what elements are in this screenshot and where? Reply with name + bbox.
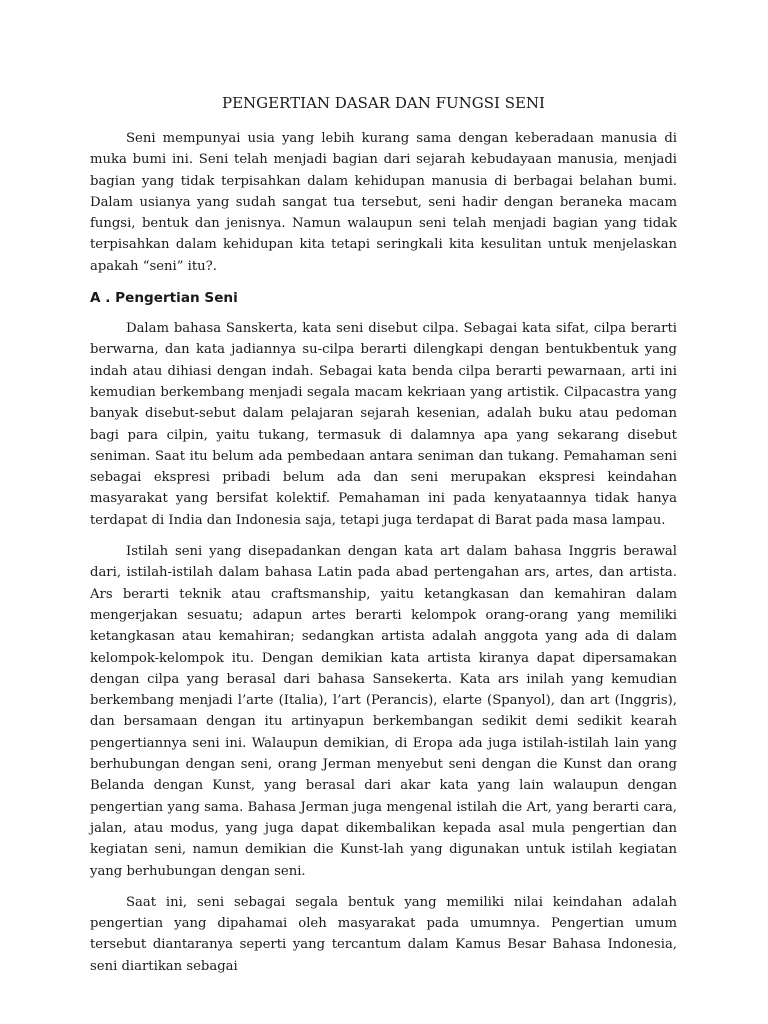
page-title: PENGERTIAN DASAR DAN FUNGSI SENI [222,94,545,112]
section-heading: A . Pengertian Seni [90,290,238,307]
section-paragraph-1: Dalam bahasa Sanskerta, kata seni disebut cilpa. Sebagai kata sifat, cilpa berarti berwarna, dan kata jadiannya su-cilpa berarti dilengkapi dengan bentukbentuk yang indah atau dihiasi dengan indah. Sebagai kata benda cilpa berarti pewarnaan, arti ini kemudian berkembang menjadi segala macam kekriaan yang artistik. Cilpacastra yang banyak disebut-sebut dalam pelajaran sejarah kesenian, adalah buku atau pedoman bagi para cilpin, yaitu tukang, termasuk di dalamnya apa yang sekarang disebut seniman. Saat itu belum ada pembedaan antara seniman dan tukang. Pemahaman seni sebagai ekspresi pribadi belum ada dan seni merupakan ekspresi keindahan masyarakat yang bersifat kolektif. Pemahaman ini pada kenyataannya tidak hanya terdapat di India dan Indonesia saja, tetapi juga terdapat di Barat pada masa lampau. [90,321,677,528]
section-paragraph-3: Saat ini, seni sebagai segala bentuk yang memiliki nilai keindahan adalah pengertian yang dipahamai oleh masyarakat pada umumnya. Pengertian umum tersebut diantaranya seperti yang tercantum dalam Kamus Besar Bahasa Indonesia, seni diartikan sebagai [90,894,677,974]
intro-paragraph: Seni mempunyai usia yang lebih kurang sama dengan keberadaan manusia di muka bumi ini. Seni telah menjadi bagian dari sejarah kebudayaan manusia, menjadi bagian yang tidak terpisahkan dalam kehidupan manusia di berbagai belahan bumi. Dalam usianya yang sudah sangat tua tersebut, seni hadir dengan beraneka macam fungsi, bentuk dan jenisnya. Namun walaupun seni telah menjadi bagian yang tidak terpisahkan dalam kehidupan kita tetapi seringkali kita kesulitan untuk menjelaskan apakah “seni” itu?. [90,131,677,274]
section-paragraph-2: Istilah seni yang disepadankan dengan kata art dalam bahasa Inggris berawal dari, istilah-istilah dalam bahasa Latin pada abad pertengahan ars, artes, dan artista. Ars berarti teknik atau craftsmanship, yaitu ketangkasan dan kemahiran dalam mengerjakan sesuatu; adapun artes berarti kelompok orang-orang yang memiliki ketangkasan atau kemahiran; sedangkan artista adalah anggota yang ada di dalam kelompok-kelompok itu. Dengan demikian kata artista kiranya dapat dipersamakan dengan cilpa yang berasal dari bahasa Sansekerta. Kata ars inilah yang kemudian berkembang menjadi l’arte (Italia), l’art (Perancis), elarte (Spanyol), dan art (Inggris), dan bersamaan dengan itu artinyapun berkembangan sedikit demi sedikit kearah pengertiannya seni ini. Walaupun demikian, di Eropa ada juga istilah-istilah lain yang berhubungan dengan seni, orang Jerman menyebut seni dengan die Kunst dan orang Belanda dengan Kunst, yang berasal dari akar kata yang lain walaupun dengan pengertian yang sama. Bahasa Jerman juga mengenal istilah die Art, yang berarti cara, jalan, atau modus, yang juga dapat dikembalikan kepada asal mula pengertian dan kegiatan seni, namun demikian die Kunst-lah yang digunakan untuk istilah kegiatan yang berhubungan dengan seni. [90,544,677,879]
document-page [90,92,677,987]
